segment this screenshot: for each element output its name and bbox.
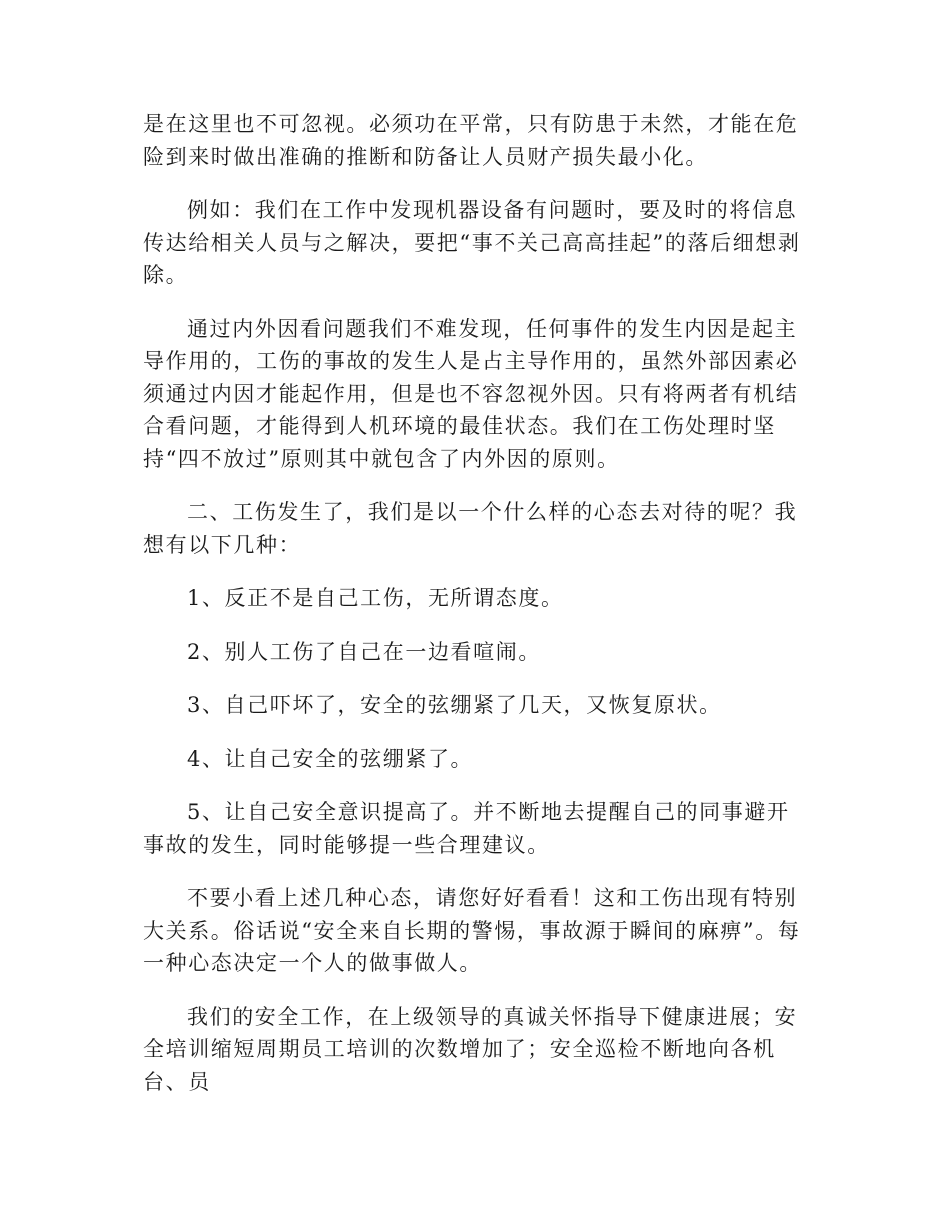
list-item-1: 1、反正不是自己工伤，无所谓态度。 xyxy=(187,586,564,610)
list-item-5: 5、让自己安全意识提高了。并不断地去提醒自己的同事避开事故的发生，同时能够提一些合理建议。 xyxy=(143,800,790,857)
list-item-4: 4、让自己安全的弦绷紧了。 xyxy=(187,746,474,771)
paragraph-2: 例如：我们在工作中发现机器设备有问题时，要及时的将信息传达给相关人员与之解决，要把“事不关己高高挂起”的落后细想剥除。 xyxy=(143,198,801,287)
paragraph-1: 是在这里也不可忽视。必须功在平常，只有防患于未然，才能在危险到来时做出准确的推断和防备让人员财产损失最小化。 xyxy=(143,112,799,169)
list-item-2: 2、别人工伤了自己在一边看喧闹。 xyxy=(187,639,541,664)
paragraph-6: 我们的安全工作，在上级领导的真诚关怀指导下健康进展；安全培训缩短周期员工培训的次数增加了；安全巡检不断地向各机台、员 xyxy=(143,1004,798,1094)
list-item-3: 3、自己吓坏了，安全的弦绷紧了几天，又恢复原状。 xyxy=(187,693,722,717)
paragraph-3: 通过内外因看问题我们不难发现，任何事件的发生内因是起主导作用的，工伤的事故的发生人是占主导作用的，虽然外部因素必须通过内因才能起作用，但是也不容忽视外因。只有将两者有机结合看问题，才能得到人机环境的最佳状态。我们在工伤处理时坚持“四不放过”原则其中就包含了内外因的原则。 xyxy=(143,316,799,471)
paragraph-5: 不要小看上述几种心态，请您好好看看！这和工伤出现有特别大关系。俗话说“安全来自长期的警惕，事故源于瞬间的麻痹”。每一种心态决定一个人的做事做人。 xyxy=(143,886,801,975)
paragraph-4: 二、工伤发生了，我们是以一个什么样的心态去对待的呢？我想有以下几种： xyxy=(143,500,798,557)
document-body xyxy=(143,108,811,1119)
